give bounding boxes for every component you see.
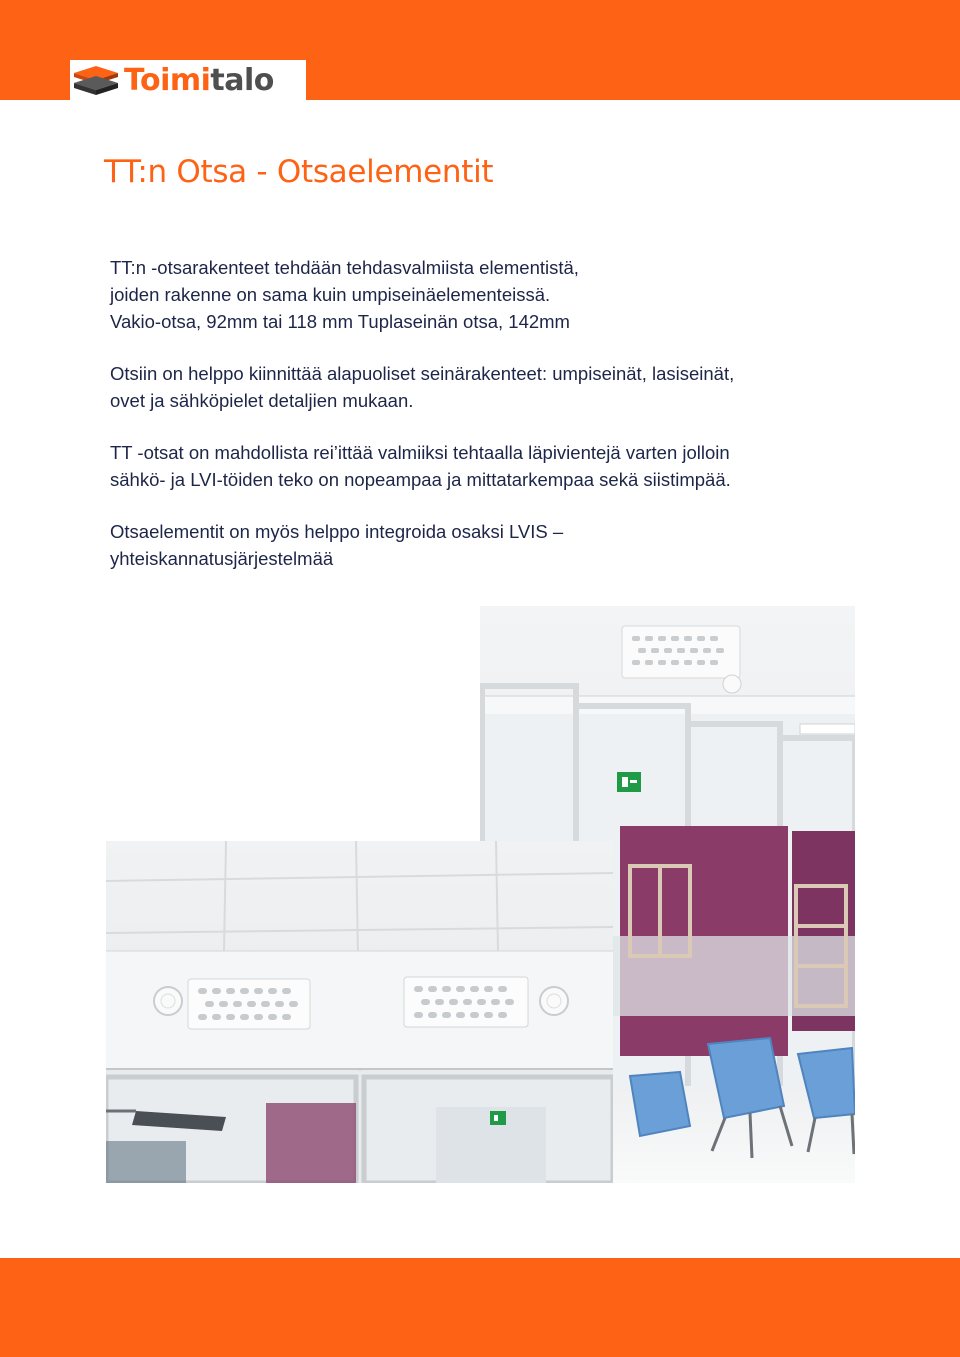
- body-text: [110, 254, 850, 597]
- paragraph-perforation: [110, 439, 850, 493]
- logo-text: Toimitalo: [124, 63, 274, 98]
- text-line: sähkö- ja LVI-töiden teko on nopeampaa ja mittatarkempaa sekä siistimpää.: [110, 469, 731, 490]
- text-line: ovet ja sähköpielet detaljien mukaan.: [110, 390, 414, 411]
- paragraph-attachment: [110, 360, 850, 414]
- page-title: TT:n Otsa - Otsaelementit: [104, 154, 494, 190]
- stacked-beams-logo-icon: [72, 63, 120, 99]
- text-line: Otsiin on helppo kiinnittää alapuoliset seinärakenteet: umpiseinät, lasiseinät,: [110, 363, 735, 384]
- ceiling-grilles-photo: [106, 841, 613, 1183]
- text-line: TT -otsat on mahdollista rei’ittää valmiiksi tehtaalla läpivientejä varten jolloin: [110, 442, 730, 463]
- text-line: Vakio-otsa, 92mm tai 118 mm Tuplaseinän otsa, 142mm: [110, 311, 570, 332]
- text-line: TT:n -otsarakenteet tehdään tehdasvalmiista elementistä,: [110, 257, 579, 278]
- text-line: Otsaelementit on myös helppo integroida osaksi LVIS –: [110, 521, 564, 542]
- text-line: yhteiskannatusjärjestelmää: [110, 548, 334, 569]
- paragraph-lvis: [110, 518, 850, 572]
- logo: [70, 60, 306, 101]
- exit-sign-icon: [617, 772, 641, 792]
- footer-bar: [0, 1258, 960, 1357]
- text-line: joiden rakenne on sama kuin umpiseinäelementeissä.: [110, 284, 551, 305]
- paragraph-intro: [110, 254, 850, 335]
